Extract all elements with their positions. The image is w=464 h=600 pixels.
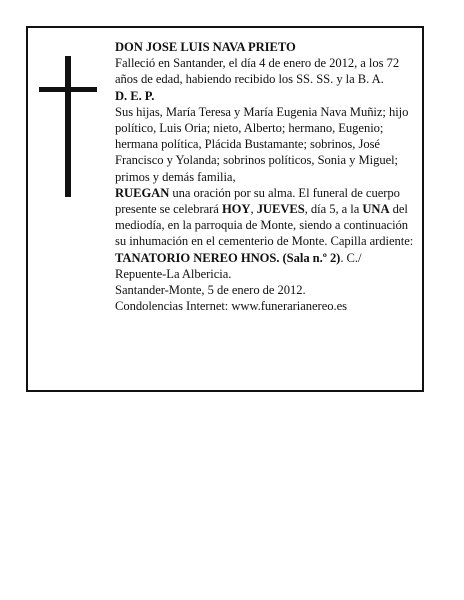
tanatorio-label: TANATORIO NEREO HNOS. (Sala n.º 2)	[115, 250, 341, 265]
cross-horizontal-bar	[39, 87, 97, 92]
obituary-notice	[26, 26, 424, 392]
funeral-text-1: una oración por su alma. El funeral de cuerpo presente se celebrará	[115, 185, 400, 217]
ruegan-label: RUEGAN	[115, 185, 170, 200]
jueves-label: JUEVES	[256, 202, 305, 217]
cross-vertical-bar	[65, 56, 71, 197]
obituary-text	[115, 39, 415, 314]
deceased-name: DON JOSE LUIS NAVA PRIETO	[115, 40, 296, 54]
funeral-text-4: del mediodía, en la parroquia de Monte, siendo a continuación su inhumación en el cementerio de Monte. Capilla ardiente:	[115, 202, 414, 249]
funeral-text-5: . C./ Repuente-La Albericia.	[115, 250, 362, 281]
dep-line: D. E. P.	[115, 88, 155, 103]
una-label: UNA	[362, 202, 390, 217]
hoy-label: HOY	[221, 202, 251, 217]
funeral-details	[115, 185, 415, 282]
family-list: Sus hijas, María Teresa y María Eugenia Nava Muñiz; hijo político, Luis Oria; nieto, Alberto; hermano, Eugenio; hermana política, Plácida Bustamante; sobrinos, José Francisco y Yolanda; sobrinos políticos, Sonia y Miguel; primos y demás familia,	[115, 104, 409, 184]
death-announcement: Falleció en Santander, el día 4 de enero de 2012, a los 72 años de edad, habiendo recibido los SS. SS. y la B. A.	[115, 56, 400, 87]
funeral-text-2: ,	[250, 202, 257, 217]
place-date: Santander-Monte, 5 de enero de 2012.	[115, 283, 306, 298]
funeral-text-3: , día 5, a la	[304, 202, 363, 217]
condolences-line: Condolencias Internet: www.funerarianereo.es	[115, 299, 347, 314]
